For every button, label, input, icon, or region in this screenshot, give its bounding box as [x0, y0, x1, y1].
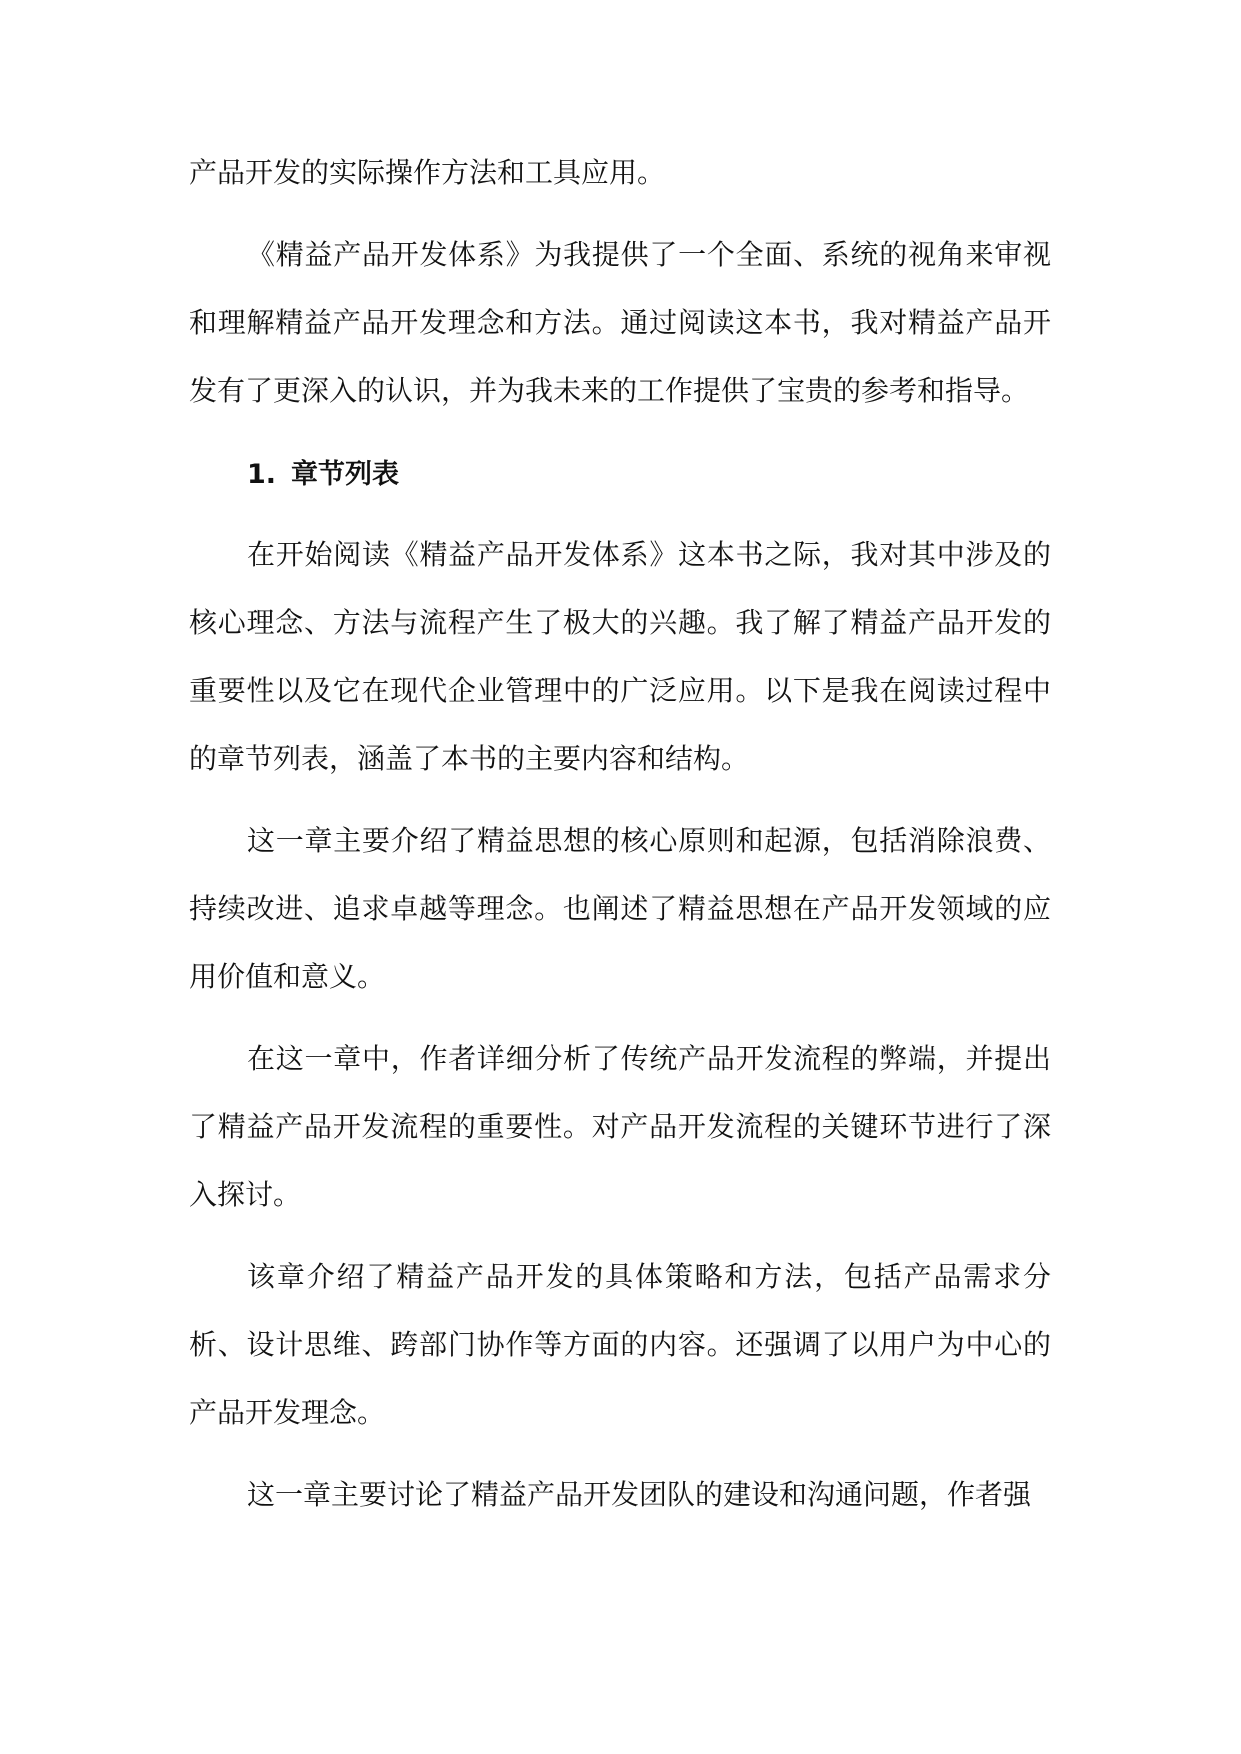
paragraph-chapter-lean-thinking: 这一章主要介绍了精益思想的核心原则和起源，包括消除浪费、持续改进、追求卓越等理念。也阐述了精益思想在产品开发领域的应用价值和意义。 — [189, 824, 1051, 993]
document-body — [189, 139, 1051, 1543]
section-heading — [189, 455, 1051, 495]
paragraph-chapter-strategy: 该章介绍了精益产品开发的具体策略和方法，包括产品需求分析、设计思维、跨部门协作等方面的内容。还强调了以用户为中心的产品开发理念。 — [189, 1260, 1051, 1429]
paragraph-summary: 《精益产品开发体系》为我提供了一个全面、系统的视角来审视和理解精益产品开发理念和方法。通过阅读这本书，我对精益产品开发有了更深入的认识，并为我未来的工作提供了宝贵的参考和指导。 — [189, 238, 1051, 407]
paragraph-chapter-team: 这一章主要讨论了精益产品开发团队的建设和沟通问题，作者强 — [247, 1478, 1032, 1511]
paragraph-intro: 在开始阅读《精益产品开发体系》这本书之际，我对其中涉及的核心理念、方法与流程产生了极大的兴趣。我了解了精益产品开发的重要性以及它在现代企业管理中的广泛应用。以下是我在阅读过程中的章节列表，涵盖了本书的主要内容和结构。 — [189, 538, 1051, 775]
section-title: 章节列表 — [291, 459, 399, 490]
paragraph-continuation: 产品开发的实际操作方法和工具应用。 — [189, 156, 666, 189]
section-number: 1. — [247, 459, 277, 490]
paragraph-chapter-process: 在这一章中，作者详细分析了传统产品开发流程的弊端，并提出了精益产品开发流程的重要性。对产品开发流程的关键环节进行了深入探讨。 — [189, 1042, 1051, 1211]
